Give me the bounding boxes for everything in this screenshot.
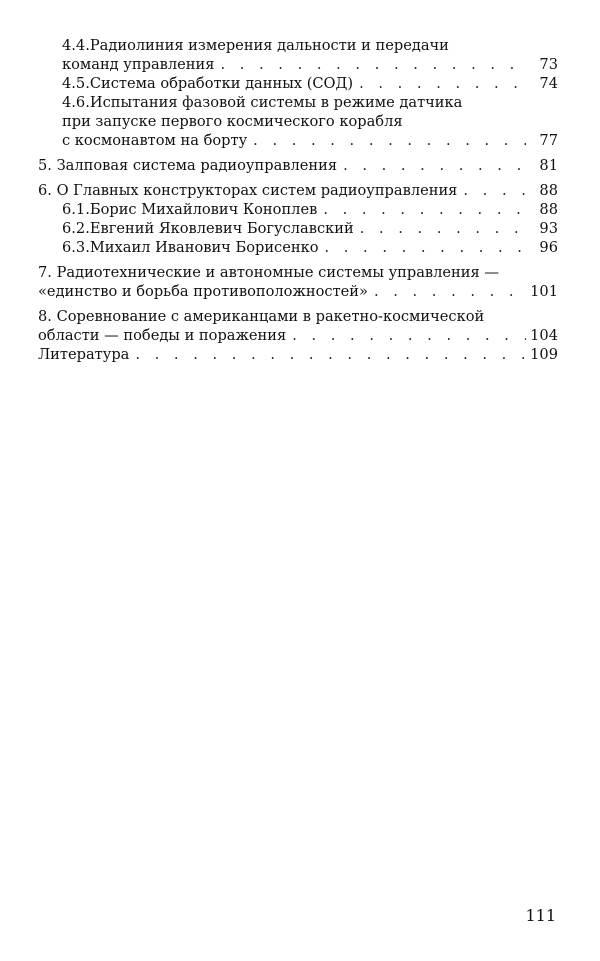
toc-entry-leader-line [38, 156, 558, 175]
toc-entry-title: Литература [38, 346, 130, 363]
toc-page-number: 101 [530, 283, 558, 300]
toc-entry-leader-line [62, 219, 558, 238]
toc-page-number: 74 [539, 75, 558, 92]
toc-page-number: 93 [539, 220, 558, 237]
toc-entry-8 [38, 307, 558, 345]
toc-entry-title: 4.5.Система обработки данных (СОД) [62, 75, 354, 92]
dot-leader [457, 181, 526, 200]
dot-leader [353, 74, 526, 93]
toc-entry-title: 4.4.Радиолиния измерения дальности и передачи [62, 37, 449, 54]
toc-entry-title: 7. Радиотехнические и автономные системы управления — [38, 264, 499, 281]
toc-page-number: 73 [539, 56, 558, 73]
toc-entry-leader-line [62, 131, 558, 150]
dot-leader [317, 200, 526, 219]
dot-leader [319, 238, 527, 257]
toc-page-number: 109 [530, 346, 558, 363]
dot-leader [354, 219, 526, 238]
toc-entry-leader-line [62, 55, 558, 74]
toc-entry-6-1 [38, 200, 558, 219]
toc-entry-title-cont: области — победы и поражения [38, 327, 287, 344]
toc-page-number: 77 [539, 132, 558, 149]
toc-entry-title: 6.1.Борис Михайлович Коноплев [62, 201, 318, 218]
toc-entry-title: 6.3.Михаил Иванович Борисенко [62, 239, 319, 256]
table-of-contents [38, 36, 558, 364]
toc-entry-leader-line [38, 282, 558, 301]
dot-leader [368, 282, 526, 301]
dot-leader [247, 131, 526, 150]
toc-entry-leader-line [38, 326, 558, 345]
toc-page-number: 96 [539, 239, 558, 256]
toc-entry-title-cont: с космонавтом на борту [62, 132, 248, 149]
dot-leader [129, 345, 526, 364]
toc-entry-title-cont: при запуске первого космического корабля [62, 113, 403, 130]
toc-entry-7 [38, 263, 558, 301]
toc-entry-leader-line [62, 200, 558, 219]
toc-entry-title: 6. О Главных конструкторах систем радиоуправления [38, 182, 458, 199]
toc-entry-5 [38, 156, 558, 175]
toc-entry-leader-line [38, 181, 558, 200]
page-number: 111 [525, 906, 556, 925]
toc-entry-leader-line [62, 74, 558, 93]
toc-entry-4-5 [38, 74, 558, 93]
toc-entry-title: 8. Соревнование с американцами в ракетно-космической [38, 308, 485, 325]
dot-leader [337, 156, 526, 175]
toc-page-number: 88 [539, 182, 558, 199]
toc-entry-6-3 [38, 238, 558, 257]
toc-entry-title: 5. Залповая система радиоуправления [38, 157, 338, 174]
toc-page-number: 104 [530, 327, 558, 344]
toc-entry-title-cont: команд управления [62, 56, 215, 73]
toc-entry-title: 6.2.Евгений Яковлевич Богуславский [62, 220, 354, 237]
toc-entry-literature [38, 345, 558, 364]
toc-page-number: 81 [539, 157, 558, 174]
toc-page-number: 88 [539, 201, 558, 218]
toc-entry-leader-line [62, 238, 558, 257]
toc-entry-title: 4.6.Испытания фазовой системы в режиме датчика [62, 94, 463, 111]
dot-leader [214, 55, 526, 74]
toc-entry-4-4 [38, 36, 558, 74]
toc-entry-title-cont: «единство и борьба противоположностей» [38, 283, 368, 300]
toc-entry-4-6 [38, 93, 558, 150]
dot-leader [286, 326, 526, 345]
toc-entry-6 [38, 181, 558, 200]
toc-entry-6-2 [38, 219, 558, 238]
toc-entry-leader-line [38, 345, 558, 364]
